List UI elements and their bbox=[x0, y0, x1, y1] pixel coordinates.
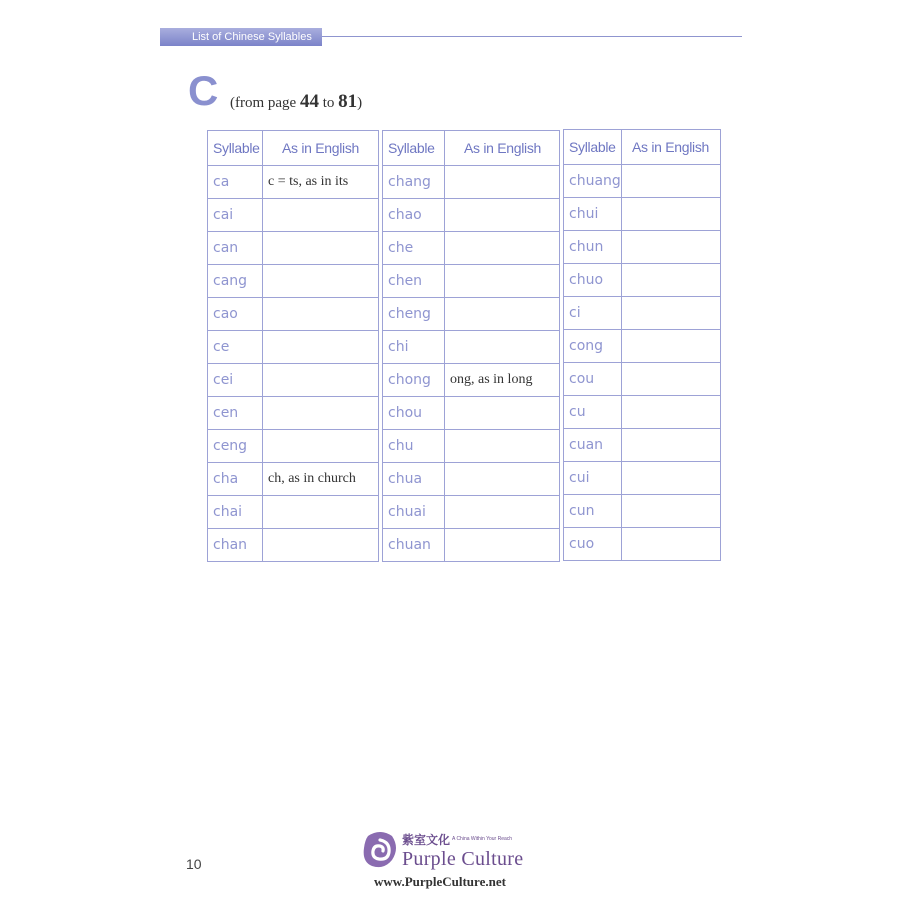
english-cell bbox=[622, 396, 721, 429]
syllable-cell: cu bbox=[564, 396, 622, 429]
english-cell bbox=[622, 363, 721, 396]
english-cell bbox=[622, 330, 721, 363]
syllable-cell: chuai bbox=[383, 496, 445, 529]
table-row bbox=[564, 264, 721, 297]
syllable-table-2 bbox=[382, 130, 560, 562]
syllable-cell: chui bbox=[564, 198, 622, 231]
syllable-cell: cao bbox=[208, 298, 263, 331]
table-row bbox=[208, 430, 379, 463]
english-cell bbox=[622, 462, 721, 495]
table-row bbox=[208, 529, 379, 562]
english-cell bbox=[263, 199, 379, 232]
table-row bbox=[383, 463, 560, 496]
english-cell bbox=[263, 331, 379, 364]
syllable-cell: can bbox=[208, 232, 263, 265]
english-cell: ong, as in long bbox=[445, 364, 560, 397]
table-row bbox=[383, 298, 560, 331]
table-row bbox=[383, 364, 560, 397]
table-row bbox=[208, 298, 379, 331]
english-cell bbox=[445, 430, 560, 463]
table-row bbox=[383, 232, 560, 265]
english-cell bbox=[445, 298, 560, 331]
english-cell bbox=[445, 331, 560, 364]
syllable-cell: cai bbox=[208, 199, 263, 232]
table-row bbox=[564, 198, 721, 231]
english-cell: ch, as in church bbox=[263, 463, 379, 496]
table-row bbox=[208, 199, 379, 232]
table-row bbox=[564, 165, 721, 198]
english-cell bbox=[445, 265, 560, 298]
table-row bbox=[564, 495, 721, 528]
syllable-cell: ci bbox=[564, 297, 622, 330]
syllable-cell: cong bbox=[564, 330, 622, 363]
page-range-suffix: ) bbox=[357, 95, 363, 111]
english-cell bbox=[622, 165, 721, 198]
english-cell bbox=[445, 397, 560, 430]
page-range bbox=[230, 91, 362, 113]
syllable-cell: cha bbox=[208, 463, 263, 496]
syllable-cell: cou bbox=[564, 363, 622, 396]
column-header-english: As in English bbox=[445, 131, 560, 166]
column-header-syllable: Syllable bbox=[208, 131, 263, 166]
table-row bbox=[208, 463, 379, 496]
english-cell bbox=[622, 264, 721, 297]
english-cell bbox=[622, 495, 721, 528]
syllable-cell: chang bbox=[383, 166, 445, 199]
table-row bbox=[383, 430, 560, 463]
english-cell bbox=[622, 297, 721, 330]
english-cell bbox=[263, 397, 379, 430]
syllable-cell: chi bbox=[383, 331, 445, 364]
header-rule bbox=[322, 36, 742, 37]
table-row bbox=[564, 462, 721, 495]
syllable-table-3 bbox=[563, 129, 721, 561]
page-range-mid: to bbox=[322, 95, 335, 111]
syllable-cell: chong bbox=[383, 364, 445, 397]
table-row bbox=[564, 363, 721, 396]
table-row bbox=[564, 297, 721, 330]
table-row bbox=[208, 166, 379, 199]
syllable-cell: chao bbox=[383, 199, 445, 232]
page-range-end: 81 bbox=[338, 91, 358, 112]
table-row bbox=[383, 265, 560, 298]
table-row bbox=[383, 529, 560, 562]
column-header-english: As in English bbox=[622, 130, 721, 165]
syllable-cell: che bbox=[383, 232, 445, 265]
syllable-cell: chuo bbox=[564, 264, 622, 297]
english-cell bbox=[622, 528, 721, 561]
syllable-cell: cuo bbox=[564, 528, 622, 561]
syllable-cell: cen bbox=[208, 397, 263, 430]
syllable-cell: ca bbox=[208, 166, 263, 199]
table-row bbox=[208, 331, 379, 364]
syllable-cell: chua bbox=[383, 463, 445, 496]
syllable-cell: chuan bbox=[383, 529, 445, 562]
syllable-cell: cang bbox=[208, 265, 263, 298]
table-row bbox=[383, 199, 560, 232]
column-header-syllable: Syllable bbox=[564, 130, 622, 165]
purple-culture-logo bbox=[362, 828, 542, 892]
table-row bbox=[208, 397, 379, 430]
logo-url: www.PurpleCulture.net bbox=[374, 874, 506, 889]
table-row bbox=[564, 396, 721, 429]
table-row bbox=[383, 166, 560, 199]
english-cell bbox=[445, 166, 560, 199]
english-cell bbox=[263, 232, 379, 265]
english-cell bbox=[622, 429, 721, 462]
logo-chinese-text: 紫室文化 bbox=[402, 833, 451, 847]
english-cell bbox=[622, 198, 721, 231]
purple-swirl-logo-icon bbox=[362, 830, 398, 870]
table-row bbox=[564, 231, 721, 264]
table-row bbox=[208, 364, 379, 397]
logo-tagline: A China Within Your Reach bbox=[452, 836, 513, 842]
table-header-row bbox=[383, 131, 560, 166]
english-cell bbox=[622, 231, 721, 264]
english-cell bbox=[445, 496, 560, 529]
logo-name: Purple Culture bbox=[402, 848, 524, 870]
syllable-cell: chan bbox=[208, 529, 263, 562]
english-cell bbox=[445, 199, 560, 232]
syllable-cell: chuang bbox=[564, 165, 622, 198]
english-cell bbox=[445, 232, 560, 265]
syllable-table-1 bbox=[207, 130, 379, 562]
column-header-english: As in English bbox=[263, 131, 379, 166]
syllable-cell: chai bbox=[208, 496, 263, 529]
syllable-cell: cheng bbox=[383, 298, 445, 331]
table-row bbox=[383, 331, 560, 364]
english-cell bbox=[263, 430, 379, 463]
table-row bbox=[564, 429, 721, 462]
syllable-cell: chu bbox=[383, 430, 445, 463]
english-cell bbox=[263, 265, 379, 298]
table-row bbox=[208, 265, 379, 298]
english-cell bbox=[263, 496, 379, 529]
syllable-cell: chen bbox=[383, 265, 445, 298]
section-letter: C bbox=[188, 67, 219, 114]
syllable-cell: ce bbox=[208, 331, 263, 364]
page-number: 10 bbox=[186, 856, 202, 872]
table-header-row bbox=[208, 131, 379, 166]
english-cell bbox=[263, 529, 379, 562]
table-row bbox=[564, 330, 721, 363]
syllable-cell: cui bbox=[564, 462, 622, 495]
english-cell: c = ts, as in its bbox=[263, 166, 379, 199]
syllable-cell: cun bbox=[564, 495, 622, 528]
table-header-row bbox=[564, 130, 721, 165]
syllable-cell: chou bbox=[383, 397, 445, 430]
syllable-cell: cuan bbox=[564, 429, 622, 462]
table-row bbox=[383, 397, 560, 430]
english-cell bbox=[445, 463, 560, 496]
table-row bbox=[383, 496, 560, 529]
table-row bbox=[564, 528, 721, 561]
column-header-syllable: Syllable bbox=[383, 131, 445, 166]
table-row bbox=[208, 232, 379, 265]
table-row bbox=[208, 496, 379, 529]
english-cell bbox=[263, 298, 379, 331]
running-header: List of Chinese Syllables bbox=[160, 28, 322, 46]
english-cell bbox=[445, 529, 560, 562]
page-range-start: 44 bbox=[299, 91, 319, 112]
syllable-cell: chun bbox=[564, 231, 622, 264]
syllable-cell: ceng bbox=[208, 430, 263, 463]
page-range-prefix: (from page bbox=[230, 95, 297, 111]
english-cell bbox=[263, 364, 379, 397]
syllable-cell: cei bbox=[208, 364, 263, 397]
